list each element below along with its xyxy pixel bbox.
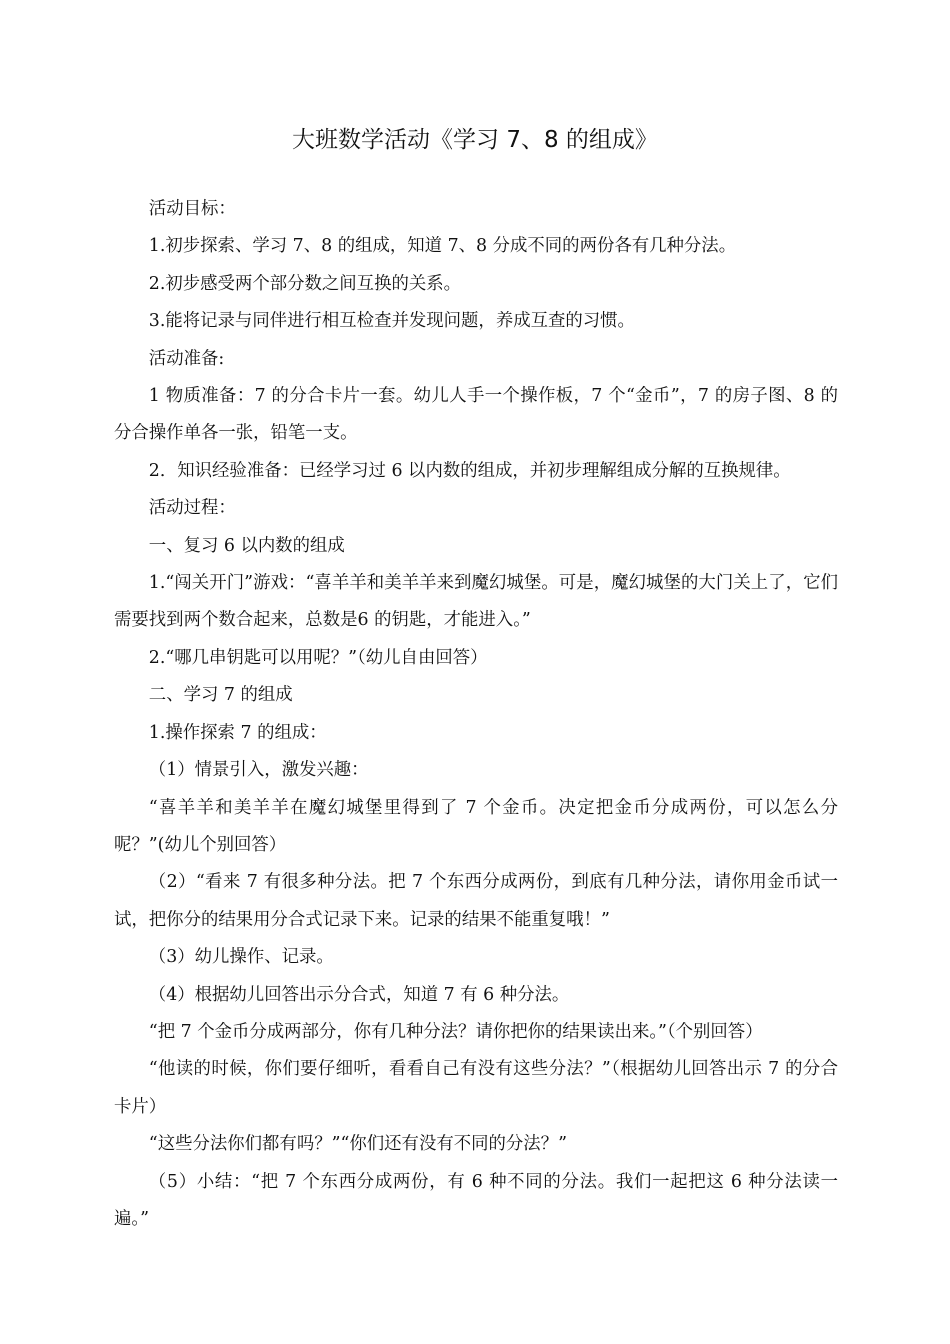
section-heading-process: 活动过程：	[148, 498, 236, 519]
process-quote-1: “喜羊羊和美羊羊在魔幻城堡里得到了 7 个金币。决定把金币分成两份，可以怎么分呢？”(幼儿个别回答）	[114, 797, 838, 855]
process-substep-1: （1）情景引入，激发兴趣：	[148, 760, 369, 781]
process-part-2-step-1: 1.操作探索 7 的组成：	[148, 722, 327, 743]
objective-item-3: 3.能将记录与同伴进行相互检查并发现问题，养成互查的习惯。	[148, 311, 635, 332]
section-heading-objectives: 活动目标：	[148, 199, 236, 219]
process-substep-3: （3）幼儿操作、记录。	[148, 947, 334, 968]
document-body	[114, 191, 838, 1238]
process-quote-2: “把 7 个金币分成两部分，你有几种分法？请你把你的结果读出来。”（个别回答）	[148, 1021, 763, 1042]
preparation-item-2: 2．知识经验准备：已经学习过 6 以内数的组成，并初步理解组成分解的互换规律。	[148, 460, 791, 481]
process-part-1-step-2: 2.“哪几串钥匙可以用呢？”（幼儿自由回答）	[148, 647, 488, 668]
objective-item-1: 1.初步探索、学习 7、8 的组成，知道 7、8 分成不同的两份各有几种分法。	[148, 236, 737, 257]
preparation-item-1: 1 物质准备：7 的分合卡片一套。幼儿人手一个操作板，7 个“金币”，7 的房子图、8 的分合操作单各一张，铅笔一支。	[114, 386, 838, 444]
process-substep-5: （5）小结：“把 7 个东西分成两份，有 6 种不同的分法。我们一起把这 6 种分法读一遍。”	[114, 1171, 838, 1229]
process-quote-4: “这些分法你们都有吗？”“你们还有没有不同的分法？”	[148, 1134, 567, 1155]
process-quote-3: “他读的时候，你们要仔细听，看看自己有没有这些分法？”（根据幼儿回答出示 7 的分合卡片）	[114, 1059, 838, 1117]
document-title: 大班数学活动《学习 7、8 的组成》	[292, 127, 658, 153]
process-substep-2: （2）“看来 7 有很多种分法。把 7 个东西分成两份，到底有几种分法，请你用金币试一试，把你分的结果用分合式记录下来。记录的结果不能重复哦！”	[114, 872, 838, 930]
process-part-2-heading: 二、学习 7 的组成	[148, 685, 293, 706]
process-substep-4: （4）根据幼儿回答出示分合式，知道 7 有 6 种分法。	[148, 984, 570, 1005]
section-heading-preparation: 活动准备:	[148, 348, 225, 369]
process-part-1-heading: 一、复习 6 以内数的组成	[148, 535, 345, 556]
objective-item-2: 2.初步感受两个部分数之间互换的关系。	[148, 273, 462, 294]
process-part-1-step-1: 1.“闯关开门”游戏：“喜羊羊和美羊羊来到魔幻城堡。可是，魔幻城堡的大门关上了，它们需要找到两个数合起来，总数是6 的钥匙，才能进入。”	[114, 573, 838, 631]
